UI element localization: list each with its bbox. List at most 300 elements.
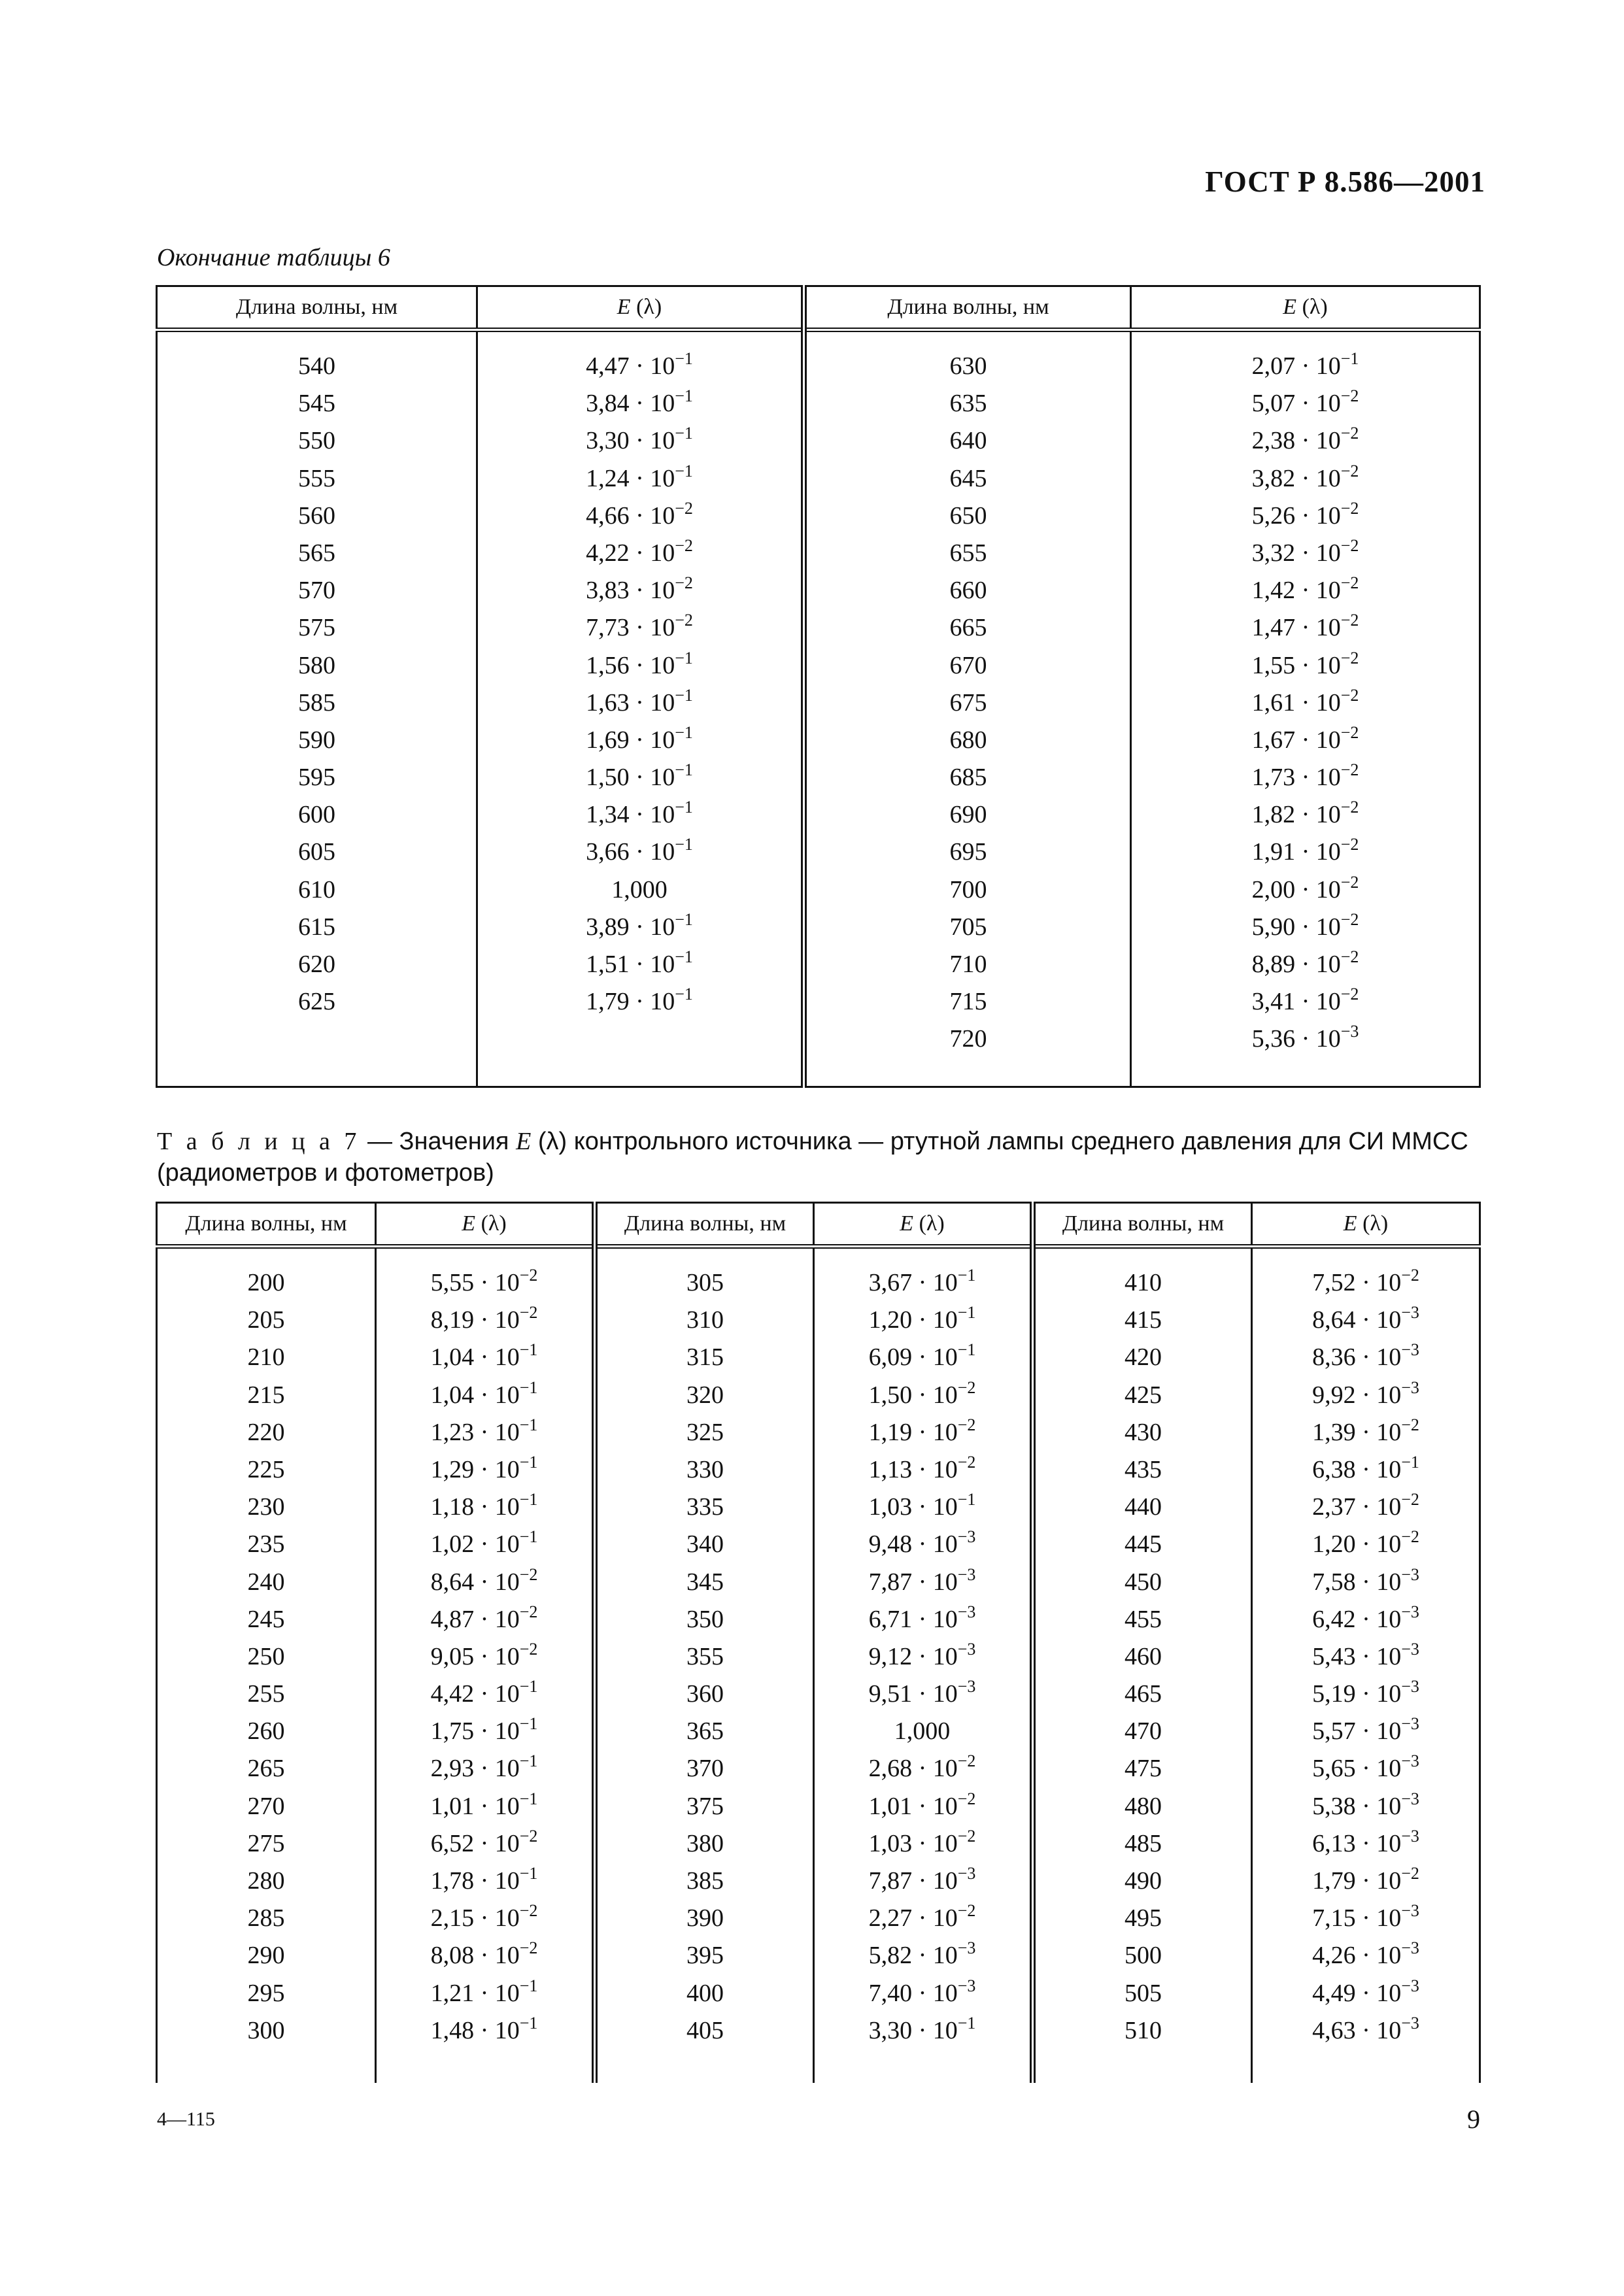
e-lambda-exponent: −3 bbox=[957, 1864, 976, 1883]
e-lambda-cell: $1,20 \cdot 10^{-2}$ bbox=[1312, 1527, 1419, 1559]
e-lambda-mantissa: 1,69 bbox=[586, 726, 630, 754]
wavelength-cell: 470 bbox=[1125, 1717, 1162, 1746]
e-lambda-cell: $5,07 \cdot 10^{-2}$ bbox=[1251, 386, 1359, 418]
wavelength-cell: 405 bbox=[686, 2016, 724, 2044]
e-lambda-exponent: −3 bbox=[1401, 1751, 1419, 1771]
e-lambda-cell: $5,90 \cdot 10^{-2}$ bbox=[1251, 909, 1359, 941]
wavelength-cell: 235 bbox=[247, 1530, 285, 1559]
e-lambda-exponent: −3 bbox=[1401, 1976, 1419, 1995]
e-lambda-exponent: −2 bbox=[675, 535, 693, 555]
e-lambda-exponent: −2 bbox=[1340, 386, 1359, 406]
table7-caption bbox=[157, 1126, 1484, 1189]
table7-caption-text: — Значения bbox=[360, 1128, 516, 1155]
wavelength-cell: 430 bbox=[1125, 1418, 1162, 1446]
wavelength-cell: 695 bbox=[949, 838, 987, 866]
wavelength-cell: 660 bbox=[949, 577, 987, 605]
e-lambda-mantissa: 1,47 bbox=[1251, 614, 1296, 642]
e-lambda-exponent: −1 bbox=[675, 386, 693, 406]
wavelength-cell: 290 bbox=[247, 1942, 285, 1970]
e-lambda-mantissa: 5,55 bbox=[430, 1269, 475, 1296]
e-lambda-column bbox=[814, 1247, 1033, 2084]
e-lambda-mantissa: 2,38 bbox=[1251, 427, 1296, 455]
e-lambda-exponent: −2 bbox=[1401, 1415, 1419, 1434]
e-lambda-cell: $1,75 \cdot 10^{-1}$ bbox=[430, 1714, 538, 1746]
e-lambda-mantissa: 1,01 bbox=[430, 1792, 475, 1820]
e-lambda-mantissa: 1,19 bbox=[868, 1418, 913, 1446]
wavelength-cell: 305 bbox=[686, 1269, 724, 1296]
e-lambda-exponent: −1 bbox=[519, 1714, 538, 1734]
e-lambda-cell: $1,79 \cdot 10^{-1}$ bbox=[586, 985, 693, 1016]
wavelength-cell: 385 bbox=[686, 1867, 724, 1895]
e-lambda-mantissa: 7,73 bbox=[586, 614, 630, 642]
e-lambda-exponent: −2 bbox=[1340, 835, 1359, 854]
e-lambda-exponent: −2 bbox=[1401, 1490, 1419, 1510]
wavelength-cell: 360 bbox=[686, 1680, 724, 1708]
e-lambda-mantissa: 4,49 bbox=[1312, 1979, 1356, 2007]
e-lambda-mantissa: 1,63 bbox=[586, 688, 630, 717]
e-lambda-mantissa: 1,48 bbox=[430, 2016, 475, 2044]
e-lambda-cell: $1,20 \cdot 10^{-1}$ bbox=[868, 1303, 976, 1334]
e-lambda-exponent: −2 bbox=[1340, 611, 1359, 630]
e-lambda-cell: $2,00 \cdot 10^{-2}$ bbox=[1251, 872, 1359, 903]
wavelength-cell: 355 bbox=[686, 1642, 724, 1670]
e-lambda-cell: $3,83 \cdot 10^{-2}$ bbox=[586, 573, 693, 605]
e-lambda-exponent: −3 bbox=[1401, 1826, 1419, 1846]
e-lambda-exponent: −1 bbox=[1401, 1452, 1419, 1472]
wavelength-cell: 230 bbox=[247, 1493, 285, 1521]
column-header-wavelength: Длина волны, нм bbox=[804, 286, 1131, 330]
e-lambda-exponent: −1 bbox=[1340, 349, 1359, 368]
wavelength-cell: 460 bbox=[1125, 1642, 1162, 1670]
e-lambda-exponent: −2 bbox=[519, 1266, 538, 1285]
e-lambda-cell: $9,51 \cdot 10^{-3}$ bbox=[868, 1677, 976, 1708]
e-lambda-exponent: −2 bbox=[1340, 498, 1359, 518]
wavelength-cell: 510 bbox=[1125, 2016, 1162, 2044]
e-lambda-exponent: −1 bbox=[675, 461, 693, 481]
e-lambda-cell: $5,19 \cdot 10^{-3}$ bbox=[1312, 1677, 1419, 1708]
e-lambda-column bbox=[1252, 1247, 1480, 2084]
e-lambda-mantissa: 2,27 bbox=[868, 1904, 913, 1933]
e-lambda-cell: $4,66 \cdot 10^{-2}$ bbox=[586, 498, 693, 530]
e-lambda-mantissa: 3,67 bbox=[868, 1269, 913, 1296]
e-lambda-mantissa: 5,38 bbox=[1312, 1792, 1356, 1820]
table-6 bbox=[156, 285, 1481, 1088]
e-lambda-mantissa: 7,87 bbox=[868, 1568, 913, 1596]
wavelength-cell: 585 bbox=[298, 688, 335, 717]
e-lambda-mantissa: 5,57 bbox=[1312, 1717, 1356, 1746]
e-lambda-column bbox=[477, 330, 804, 1087]
e-lambda-mantissa: 1,20 bbox=[1312, 1530, 1356, 1559]
e-lambda-exponent: −1 bbox=[519, 1377, 538, 1397]
e-lambda-exponent: −2 bbox=[1340, 535, 1359, 555]
e-lambda-cell: $1,78 \cdot 10^{-1}$ bbox=[430, 1864, 538, 1895]
e-lambda-mantissa: 5,07 bbox=[1251, 390, 1296, 418]
wavelength-cell: 615 bbox=[298, 913, 335, 941]
e-lambda-mantissa: 8,64 bbox=[430, 1568, 475, 1596]
e-lambda-exponent: −1 bbox=[957, 1340, 976, 1360]
e-lambda-cell: $1,19 \cdot 10^{-2}$ bbox=[868, 1415, 976, 1446]
wavelength-cell: 440 bbox=[1125, 1493, 1162, 1521]
table7-caption-text: (λ) контрольного источника — ртутной лампы среднего давления для СИ ММСС (радиометров и фотометров) bbox=[157, 1128, 1468, 1187]
table7-caption-lead: Т а б л и ц а 7 bbox=[157, 1128, 361, 1155]
e-lambda-exponent: −1 bbox=[519, 1789, 538, 1808]
e-lambda-mantissa: 4,87 bbox=[430, 1605, 475, 1633]
e-lambda-mantissa: 5,36 bbox=[1251, 1025, 1296, 1053]
e-lambda-mantissa: 1,04 bbox=[430, 1343, 475, 1372]
e-lambda-exponent: −2 bbox=[1340, 909, 1359, 929]
wavelength-cell: 465 bbox=[1125, 1680, 1162, 1708]
e-lambda-mantissa: 1,000 bbox=[894, 1717, 951, 1746]
e-lambda-exponent: −3 bbox=[1340, 1022, 1359, 1041]
e-lambda-cell: $5,65 \cdot 10^{-3}$ bbox=[1312, 1751, 1419, 1783]
e-lambda-cell: $4,22 \cdot 10^{-2}$ bbox=[586, 535, 693, 567]
e-lambda-cell: $1,03 \cdot 10^{-2}$ bbox=[868, 1826, 976, 1857]
e-lambda-mantissa: 3,89 bbox=[586, 913, 630, 941]
wavelength-cell: 630 bbox=[949, 352, 987, 380]
e-lambda-exponent: −1 bbox=[675, 947, 693, 966]
wavelength-cell: 390 bbox=[686, 1904, 724, 1933]
e-lambda-cell: $9,12 \cdot 10^{-3}$ bbox=[868, 1639, 976, 1670]
e-lambda-cell: $1,13 \cdot 10^{-2}$ bbox=[868, 1452, 976, 1483]
wavelength-cell: 655 bbox=[949, 539, 987, 567]
table-7 bbox=[156, 1202, 1481, 2083]
wavelength-cell: 280 bbox=[247, 1867, 285, 1895]
table-header-row bbox=[157, 286, 1480, 330]
wavelength-cell: 500 bbox=[1125, 1942, 1162, 1970]
e-lambda-mantissa: 4,42 bbox=[430, 1680, 475, 1708]
e-lambda-mantissa: 7,58 bbox=[1312, 1568, 1356, 1596]
e-lambda-cell: $4,42 \cdot 10^{-1}$ bbox=[430, 1677, 538, 1708]
wavelength-cell: 495 bbox=[1125, 1904, 1162, 1933]
e-lambda-cell: $8,64 \cdot 10^{-2}$ bbox=[430, 1564, 538, 1596]
e-lambda-exponent: −3 bbox=[1401, 1602, 1419, 1621]
e-lambda-exponent: −1 bbox=[957, 1266, 976, 1285]
e-lambda-exponent: −1 bbox=[675, 685, 693, 705]
e-lambda-cell: $1,61 \cdot 10^{-2}$ bbox=[1251, 685, 1359, 717]
e-lambda-cell: $4,26 \cdot 10^{-3}$ bbox=[1312, 1938, 1419, 1970]
e-lambda-exponent: −2 bbox=[1340, 985, 1359, 1004]
e-lambda-mantissa: 2,15 bbox=[430, 1904, 475, 1933]
e-lambda-exponent: −2 bbox=[1340, 685, 1359, 705]
e-lambda-cell: $1,48 \cdot 10^{-1}$ bbox=[430, 2013, 538, 2044]
e-lambda-exponent: −3 bbox=[957, 1564, 976, 1584]
wavelength-cell: 375 bbox=[686, 1792, 724, 1820]
e-lambda-exponent: −1 bbox=[675, 760, 693, 780]
wavelength-cell: 605 bbox=[298, 838, 335, 866]
e-lambda-exponent: −3 bbox=[957, 1976, 976, 1995]
e-lambda-mantissa: 3,30 bbox=[586, 427, 630, 455]
e-lambda-exponent: −1 bbox=[957, 1490, 976, 1510]
e-lambda-mantissa: 6,38 bbox=[1312, 1455, 1356, 1483]
e-lambda-cell: $8,64 \cdot 10^{-3}$ bbox=[1312, 1303, 1419, 1334]
e-lambda-mantissa: 4,22 bbox=[586, 539, 630, 567]
e-lambda-mantissa: 2,00 bbox=[1251, 875, 1296, 903]
wavelength-cell: 420 bbox=[1125, 1343, 1162, 1372]
e-lambda-mantissa: 8,36 bbox=[1312, 1343, 1356, 1372]
e-lambda-exponent: −2 bbox=[957, 1789, 976, 1808]
wavelength-cell: 240 bbox=[247, 1568, 285, 1596]
wavelength-cell: 315 bbox=[686, 1343, 724, 1372]
e-lambda-mantissa: 2,68 bbox=[868, 1755, 913, 1783]
e-lambda-exponent: −3 bbox=[1401, 1789, 1419, 1808]
e-lambda-exponent: −2 bbox=[1340, 461, 1359, 481]
e-lambda-exponent: −1 bbox=[957, 1303, 976, 1323]
wavelength-cell: 685 bbox=[949, 764, 987, 792]
e-lambda-mantissa: 1,18 bbox=[430, 1493, 475, 1521]
wavelength-cell: 565 bbox=[298, 539, 335, 567]
e-lambda-cell: $3,82 \cdot 10^{-2}$ bbox=[1251, 461, 1359, 492]
column-header-e-lambda: E (λ) bbox=[477, 286, 804, 330]
e-lambda-exponent: −3 bbox=[1401, 1938, 1419, 1958]
e-lambda-cell: $7,73 \cdot 10^{-2}$ bbox=[586, 611, 693, 642]
e-lambda-cell: $3,41 \cdot 10^{-2}$ bbox=[1251, 985, 1359, 1016]
e-lambda-cell: $3,30 \cdot 10^{-1}$ bbox=[868, 2013, 976, 2044]
table7-caption-symbol: E bbox=[516, 1128, 532, 1155]
e-lambda-mantissa: 6,13 bbox=[1312, 1829, 1356, 1857]
e-lambda-cell: $1,21 \cdot 10^{-1}$ bbox=[430, 1976, 538, 2007]
e-lambda-exponent: −1 bbox=[675, 985, 693, 1004]
wavelength-cell: 580 bbox=[298, 651, 335, 679]
e-lambda-cell: $5,82 \cdot 10^{-3}$ bbox=[868, 1938, 976, 1970]
wavelength-column bbox=[804, 330, 1131, 1087]
e-lambda-cell: $1,50 \cdot 10^{-1}$ bbox=[586, 760, 693, 792]
e-lambda-mantissa: 5,43 bbox=[1312, 1642, 1356, 1670]
e-lambda-exponent: −2 bbox=[1340, 648, 1359, 667]
e-lambda-mantissa: 1,50 bbox=[586, 764, 630, 792]
e-lambda-cell: $5,57 \cdot 10^{-3}$ bbox=[1312, 1714, 1419, 1746]
wavelength-cell: 595 bbox=[298, 764, 335, 792]
wavelength-cell: 340 bbox=[686, 1530, 724, 1559]
e-lambda-cell: $3,84 \cdot 10^{-1}$ bbox=[586, 386, 693, 418]
e-lambda-cell: $3,89 \cdot 10^{-1}$ bbox=[586, 909, 693, 941]
e-lambda-cell: $6,09 \cdot 10^{-1}$ bbox=[868, 1340, 976, 1372]
wavelength-cell: 625 bbox=[298, 988, 335, 1016]
wavelength-cell: 210 bbox=[247, 1343, 285, 1372]
e-lambda-mantissa: 1,02 bbox=[430, 1530, 475, 1559]
e-lambda-cell: $1,67 \cdot 10^{-2}$ bbox=[1251, 722, 1359, 754]
e-lambda-exponent: −3 bbox=[957, 1602, 976, 1621]
e-lambda-cell: $2,68 \cdot 10^{-2}$ bbox=[868, 1751, 976, 1783]
wavelength-cell: 205 bbox=[247, 1306, 285, 1334]
e-lambda-exponent: −3 bbox=[957, 1677, 976, 1697]
wavelength-column bbox=[595, 1247, 814, 2084]
e-lambda-mantissa: 3,41 bbox=[1251, 988, 1296, 1016]
wavelength-cell: 555 bbox=[298, 464, 335, 492]
e-lambda-cell: $1,42 \cdot 10^{-2}$ bbox=[1251, 573, 1359, 605]
e-lambda-mantissa: 3,82 bbox=[1251, 464, 1296, 492]
e-lambda-exponent: −2 bbox=[519, 1602, 538, 1621]
e-lambda-cell: $1,47 \cdot 10^{-2}$ bbox=[1251, 611, 1359, 642]
e-lambda-cell: $7,52 \cdot 10^{-2}$ bbox=[1312, 1266, 1419, 1296]
e-lambda-mantissa: 1,03 bbox=[868, 1829, 913, 1857]
column-header-wavelength: Длина волны, нм bbox=[1033, 1203, 1252, 1247]
e-lambda-exponent: −2 bbox=[957, 1751, 976, 1771]
e-lambda-mantissa: 1,04 bbox=[430, 1381, 475, 1409]
e-lambda-mantissa: 8,89 bbox=[1251, 951, 1296, 978]
wavelength-cell: 260 bbox=[247, 1717, 285, 1746]
e-lambda-cell: $6,71 \cdot 10^{-3}$ bbox=[868, 1602, 976, 1633]
wavelength-cell: 620 bbox=[298, 951, 335, 978]
wavelength-cell: 310 bbox=[686, 1306, 724, 1334]
e-lambda-exponent: −1 bbox=[519, 1452, 538, 1472]
e-lambda-cell: $7,58 \cdot 10^{-3}$ bbox=[1312, 1564, 1419, 1596]
column-header-e-lambda: E (λ) bbox=[1252, 1203, 1480, 1247]
e-lambda-exponent: −1 bbox=[675, 722, 693, 742]
e-lambda-exponent: −3 bbox=[957, 1938, 976, 1958]
e-lambda-cell: $1,23 \cdot 10^{-1}$ bbox=[430, 1415, 538, 1446]
e-lambda-mantissa: 1,55 bbox=[1251, 651, 1296, 679]
wavelength-cell: 395 bbox=[686, 1942, 724, 1970]
wavelength-cell: 200 bbox=[247, 1269, 285, 1296]
e-lambda-exponent: −2 bbox=[519, 1938, 538, 1958]
e-lambda-cell: $1,82 \cdot 10^{-2}$ bbox=[1251, 798, 1359, 829]
e-lambda-mantissa: 2,93 bbox=[430, 1755, 475, 1783]
e-lambda-cell bbox=[815, 1713, 1030, 1750]
e-lambda-exponent: −2 bbox=[1340, 872, 1359, 892]
e-lambda-mantissa: 1,56 bbox=[586, 651, 630, 679]
e-lambda-mantissa: 9,05 bbox=[430, 1642, 475, 1670]
wavelength-cell: 335 bbox=[686, 1493, 724, 1521]
e-lambda-cell: $1,56 \cdot 10^{-1}$ bbox=[586, 648, 693, 679]
e-lambda-cell: $1,73 \cdot 10^{-2}$ bbox=[1251, 760, 1359, 792]
e-lambda-exponent: −1 bbox=[519, 1751, 538, 1771]
e-lambda-exponent: −1 bbox=[519, 1415, 538, 1434]
e-lambda-cell: $2,93 \cdot 10^{-1}$ bbox=[430, 1751, 538, 1783]
wavelength-cell: 300 bbox=[247, 2016, 285, 2044]
e-lambda-exponent: −2 bbox=[1340, 573, 1359, 593]
e-lambda-cell: $2,27 \cdot 10^{-2}$ bbox=[868, 1901, 976, 1933]
e-lambda-cell: $8,36 \cdot 10^{-3}$ bbox=[1312, 1340, 1419, 1372]
wavelength-cell: 705 bbox=[949, 913, 987, 941]
e-lambda-cell: $5,36 \cdot 10^{-3}$ bbox=[1251, 1022, 1359, 1053]
e-lambda-exponent: −1 bbox=[519, 1677, 538, 1697]
e-lambda-cell: $1,34 \cdot 10^{-1}$ bbox=[586, 798, 693, 829]
e-lambda-mantissa: 4,63 bbox=[1312, 2016, 1356, 2044]
e-lambda-exponent: −2 bbox=[1340, 424, 1359, 443]
e-lambda-exponent: −2 bbox=[675, 573, 693, 593]
wavelength-cell: 485 bbox=[1125, 1829, 1162, 1857]
e-lambda-exponent: −3 bbox=[1401, 1340, 1419, 1360]
e-lambda-cell: $1,91 \cdot 10^{-2}$ bbox=[1251, 835, 1359, 866]
wavelength-cell: 295 bbox=[247, 1979, 285, 2007]
e-lambda-mantissa: 4,26 bbox=[1312, 1942, 1356, 1970]
wavelength-cell: 435 bbox=[1125, 1455, 1162, 1483]
e-lambda-mantissa: 3,84 bbox=[586, 390, 630, 418]
e-lambda-cell: $3,66 \cdot 10^{-1}$ bbox=[586, 835, 693, 866]
wavelength-cell: 545 bbox=[298, 390, 335, 418]
e-lambda-exponent: −2 bbox=[957, 1377, 976, 1397]
e-lambda-exponent: −1 bbox=[675, 798, 693, 817]
e-lambda-mantissa: 3,30 bbox=[868, 2016, 913, 2044]
e-lambda-exponent: −3 bbox=[1401, 1639, 1419, 1659]
e-lambda-mantissa: 3,66 bbox=[586, 838, 630, 866]
e-lambda-mantissa: 3,32 bbox=[1251, 539, 1296, 567]
e-lambda-cell: $1,29 \cdot 10^{-1}$ bbox=[430, 1452, 538, 1483]
wavelength-cell: 445 bbox=[1125, 1530, 1162, 1559]
e-lambda-exponent: −3 bbox=[1401, 1901, 1419, 1921]
e-lambda-cell: $7,40 \cdot 10^{-3}$ bbox=[868, 1976, 976, 2007]
table-body-row bbox=[157, 1247, 1480, 2084]
wavelength-cell: 715 bbox=[949, 988, 987, 1016]
e-lambda-mantissa: 4,47 bbox=[586, 352, 630, 380]
e-lambda-exponent: −1 bbox=[519, 1490, 538, 1510]
e-lambda-mantissa: 1,61 bbox=[1251, 688, 1296, 717]
e-lambda-exponent: −2 bbox=[1401, 1266, 1419, 1285]
column-header-e-lambda: E (λ) bbox=[814, 1203, 1033, 1247]
e-lambda-cell: $6,13 \cdot 10^{-3}$ bbox=[1312, 1826, 1419, 1857]
e-lambda-mantissa: 2,37 bbox=[1312, 1493, 1356, 1521]
wavelength-cell: 590 bbox=[298, 726, 335, 754]
e-lambda-mantissa: 1,000 bbox=[611, 875, 668, 903]
e-lambda-exponent: −3 bbox=[1401, 1714, 1419, 1734]
wavelength-cell: 245 bbox=[247, 1605, 285, 1633]
wavelength-cell: 250 bbox=[247, 1642, 285, 1670]
e-lambda-cell: $8,08 \cdot 10^{-2}$ bbox=[430, 1938, 538, 1970]
wavelength-cell: 665 bbox=[949, 614, 987, 642]
e-lambda-exponent: −3 bbox=[957, 1639, 976, 1659]
e-lambda-mantissa: 1,20 bbox=[868, 1306, 913, 1334]
wavelength-cell: 575 bbox=[298, 614, 335, 642]
e-lambda-mantissa: 5,19 bbox=[1312, 1680, 1356, 1708]
wavelength-cell: 400 bbox=[686, 1979, 724, 2007]
e-lambda-exponent: −2 bbox=[1340, 722, 1359, 742]
e-lambda-mantissa: 1,75 bbox=[430, 1717, 475, 1746]
e-lambda-exponent: −1 bbox=[957, 2013, 976, 2033]
e-lambda-exponent: −1 bbox=[675, 424, 693, 443]
e-lambda-mantissa: 6,42 bbox=[1312, 1605, 1356, 1633]
e-lambda-cell: $1,51 \cdot 10^{-1}$ bbox=[586, 947, 693, 978]
e-lambda-mantissa: 5,26 bbox=[1251, 501, 1296, 530]
e-lambda-exponent: −2 bbox=[519, 1564, 538, 1584]
e-lambda-exponent: −2 bbox=[519, 1826, 538, 1846]
wavelength-cell: 345 bbox=[686, 1568, 724, 1596]
e-lambda-mantissa: 1,42 bbox=[1251, 577, 1296, 605]
wavelength-cell: 330 bbox=[686, 1455, 724, 1483]
e-lambda-cell: $7,15 \cdot 10^{-3}$ bbox=[1312, 1901, 1419, 1933]
e-lambda-cell: $1,39 \cdot 10^{-2}$ bbox=[1312, 1415, 1419, 1446]
e-lambda-mantissa: 7,15 bbox=[1312, 1904, 1356, 1933]
e-lambda-exponent: −1 bbox=[519, 1340, 538, 1360]
e-lambda-mantissa: 1,24 bbox=[586, 464, 630, 492]
e-lambda-cell: $2,38 \cdot 10^{-2}$ bbox=[1251, 424, 1359, 455]
e-lambda-mantissa: 4,66 bbox=[586, 501, 630, 530]
wavelength-cell: 635 bbox=[949, 390, 987, 418]
e-lambda-cell: $9,48 \cdot 10^{-3}$ bbox=[868, 1527, 976, 1559]
wavelength-cell: 600 bbox=[298, 801, 335, 829]
e-lambda-column bbox=[376, 1247, 595, 2084]
e-lambda-cell: $1,04 \cdot 10^{-1}$ bbox=[430, 1377, 538, 1409]
e-lambda-mantissa: 1,50 bbox=[868, 1381, 913, 1409]
e-lambda-mantissa: 1,51 bbox=[586, 951, 630, 978]
e-lambda-cell: $6,42 \cdot 10^{-3}$ bbox=[1312, 1602, 1419, 1633]
e-lambda-cell: $4,87 \cdot 10^{-2}$ bbox=[430, 1602, 538, 1633]
e-lambda-mantissa: 1,78 bbox=[430, 1867, 475, 1895]
e-lambda-mantissa: 1,03 bbox=[868, 1493, 913, 1521]
e-lambda-cell: $3,67 \cdot 10^{-1}$ bbox=[868, 1266, 976, 1296]
wavelength-cell: 455 bbox=[1125, 1605, 1162, 1633]
wavelength-cell: 475 bbox=[1125, 1755, 1162, 1783]
e-lambda-mantissa: 9,51 bbox=[868, 1680, 913, 1708]
e-lambda-cell: $1,50 \cdot 10^{-2}$ bbox=[868, 1377, 976, 1409]
e-lambda-mantissa: 6,52 bbox=[430, 1829, 475, 1857]
column-header-e-lambda: E (λ) bbox=[1131, 286, 1480, 330]
wavelength-cell: 325 bbox=[686, 1418, 724, 1446]
wavelength-cell: 225 bbox=[247, 1455, 285, 1483]
e-lambda-mantissa: 1,13 bbox=[868, 1455, 913, 1483]
e-lambda-cell: $2,15 \cdot 10^{-2}$ bbox=[430, 1901, 538, 1933]
e-lambda-exponent: −3 bbox=[1401, 2013, 1419, 2033]
e-lambda-exponent: −2 bbox=[1340, 947, 1359, 966]
